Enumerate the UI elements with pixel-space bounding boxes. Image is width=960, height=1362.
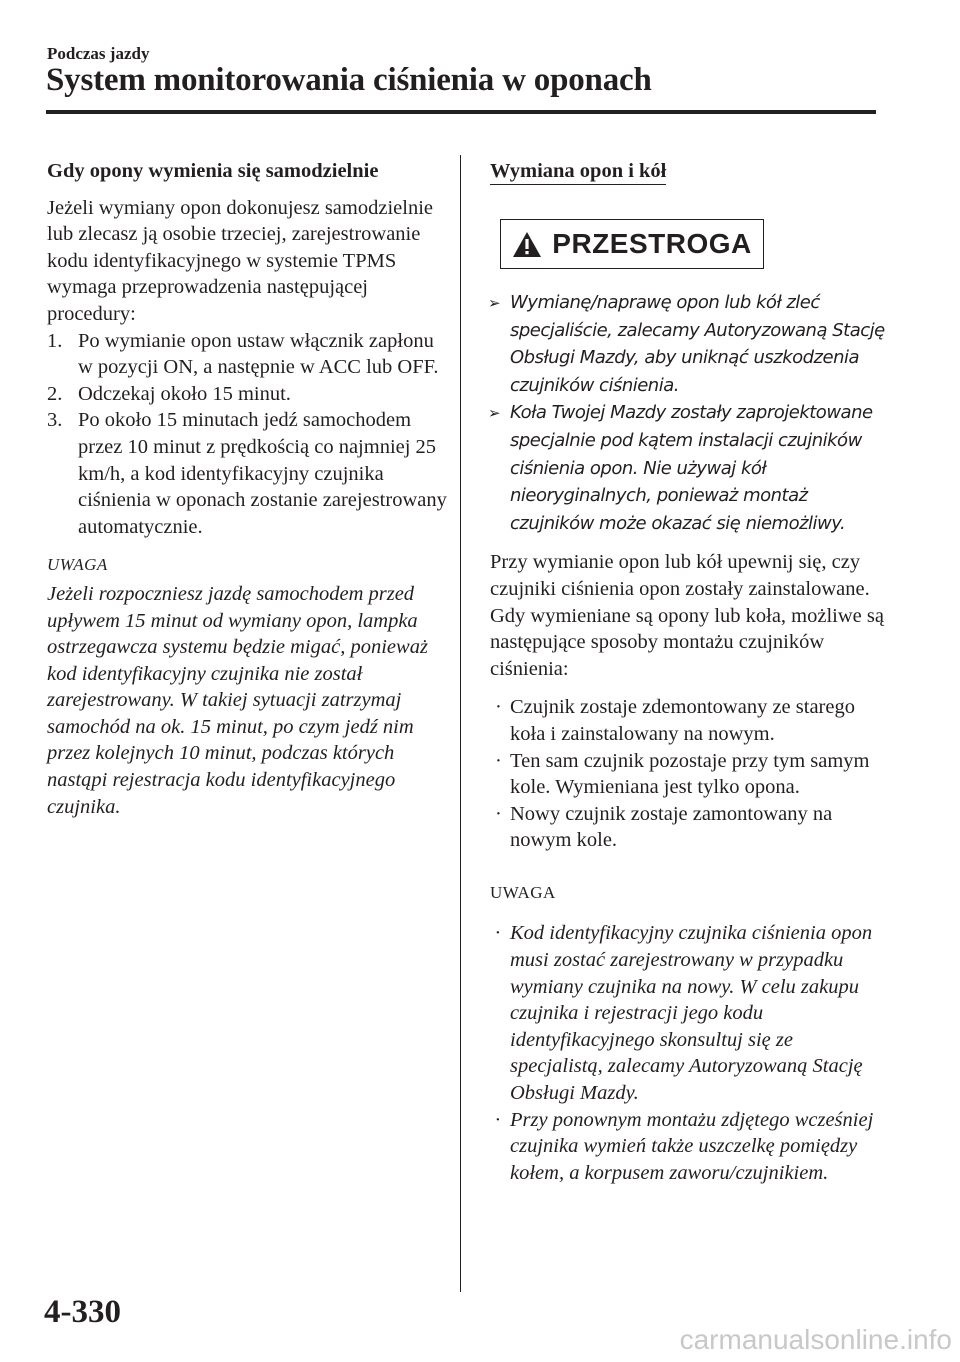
list-item-text: Kod identyfikacyjny czujnika ciśnienia opon musi zostać zarejestrowany w przypadku wymiany czujnika na nowy. W celu zakupu czujnika i rejestracji jego kodu identyfikacyjnego skonsultuj się ze specjalistą, zalecamy Autoryzowaną Stację Obsługi Mazdy. bbox=[510, 922, 873, 1105]
bullet-dot-icon: · bbox=[495, 802, 502, 825]
caution-item bbox=[490, 289, 890, 399]
section-label: Podczas jazdy bbox=[47, 44, 150, 63]
right-heading: Wymiana opon i kół bbox=[490, 159, 666, 185]
step-text: Po około 15 minutach jedź samochodem przez 10 minut z prędkością co najmniej 25 km/h, a kod identyfikacyjny czujnika ciśnienia w oponach zostanie zarejestrowany automatycznie. bbox=[78, 409, 447, 538]
list-item bbox=[490, 1107, 890, 1187]
caution-label: PRZESTROGA bbox=[552, 227, 752, 259]
left-heading: Gdy opony wymienia się samodzielnie bbox=[47, 160, 379, 182]
list-item bbox=[490, 801, 890, 854]
caution-list bbox=[490, 289, 890, 537]
note-list bbox=[490, 920, 890, 1186]
right-para-2: Gdy wymieniane są opony lub koła, możliwe są następujące sposoby montażu czujników ciśnienia: bbox=[490, 604, 884, 680]
step-text: Po wymianie opon ustaw włącznik zapłonu w pozycji ON, a następnie w ACC lub OFF. bbox=[78, 329, 439, 379]
step-number: 3. bbox=[47, 409, 63, 432]
left-note-label: UWAGA bbox=[47, 555, 108, 575]
page-title: System monitorowania ciśnienia w oponach bbox=[46, 62, 652, 98]
bullet-dot-icon: · bbox=[495, 749, 502, 772]
list-item-text: Czujnik zostaje zdemontowany ze starego koła i zainstalowany na nowym. bbox=[510, 696, 855, 745]
step-number: 1. bbox=[47, 329, 63, 352]
list-item-text: Przy ponownym montażu zdjętego wcześniej czujnika wymień także uszczelkę pomiędzy kołem, a korpusem zaworu/czujnikiem. bbox=[510, 1108, 874, 1184]
left-intro: Jeżeli wymiany opon dokonujesz samodzielnie lub zlecasz ją osobie trzeciej, zarejestrowanie kodu identyfikacyjnego w systemie TPMS wymaga przeprowadzenia następującej procedury: bbox=[47, 196, 433, 325]
caution-item-text: Wymianę/naprawę opon lub kół zleć specjaliście, zalecamy Autoryzowaną Stację Obsługi Mazdy, aby uniknąć uszkodzenia czujników ciśnienia. bbox=[510, 292, 885, 396]
warning-triangle-icon bbox=[512, 231, 542, 258]
watermark: carmanualsonline.info bbox=[679, 1324, 952, 1355]
left-column bbox=[47, 158, 447, 820]
left-note-text: Jeżeli rozpoczniesz jazdę samochodem przed upływem 15 minut od wymiany opon, lampka ostrzegawcza systemu będzie migać, ponieważ kod identyfikacyjny czujnika nie został zarejestrowany. W takiej sytuacji zatrzymaj samochód na ok. 15 minut, po czym jedź nim przez kolejnych 10 minut, podczas których nastąpi rejestracja kodu identyfikacyjnego czujnika. bbox=[47, 582, 428, 818]
arrow-bullet-icon: ➢ bbox=[488, 404, 501, 423]
right-para-1: Przy wymianie opon lub kół upewnij się, czy czujniki ciśnienia opon zostały zainstalowane. bbox=[490, 551, 870, 600]
column-divider bbox=[460, 155, 461, 1292]
caution-item-text: Koła Twojej Mazdy zostały zaprojektowane specjalnie pod kątem instalacji czujników ciśnienia opon. Nie używaj kół nieoryginalnych, ponieważ montaż czujników może okazać się niemożliwy. bbox=[510, 402, 873, 534]
steps-list bbox=[47, 328, 447, 541]
step-number: 2. bbox=[47, 382, 63, 405]
list-item bbox=[490, 748, 890, 801]
right-note-label: UWAGA bbox=[490, 882, 556, 902]
step-item bbox=[47, 328, 447, 381]
caution-item bbox=[490, 399, 890, 537]
page-number: 4-330 bbox=[44, 1294, 121, 1330]
step-item bbox=[47, 381, 447, 408]
list-item-text: Ten sam czujnik pozostaje przy tym samym kole. Wymieniana jest tylko opona. bbox=[510, 749, 870, 799]
step-text: Odczekaj około 15 minut. bbox=[78, 382, 291, 405]
list-item bbox=[490, 920, 890, 1106]
title-rule bbox=[46, 110, 876, 114]
arrow-bullet-icon: ➢ bbox=[488, 294, 501, 312]
bullet-dot-icon: · bbox=[495, 1108, 501, 1131]
mounting-options-list bbox=[490, 694, 890, 854]
bullet-dot-icon: · bbox=[495, 696, 502, 719]
list-item-text: Nowy czujnik zostaje zamontowany na nowym kole. bbox=[510, 802, 833, 852]
caution-box bbox=[500, 219, 764, 269]
list-item bbox=[490, 694, 890, 747]
bullet-dot-icon: · bbox=[495, 922, 501, 945]
step-item bbox=[47, 407, 447, 540]
right-column bbox=[490, 158, 890, 1186]
